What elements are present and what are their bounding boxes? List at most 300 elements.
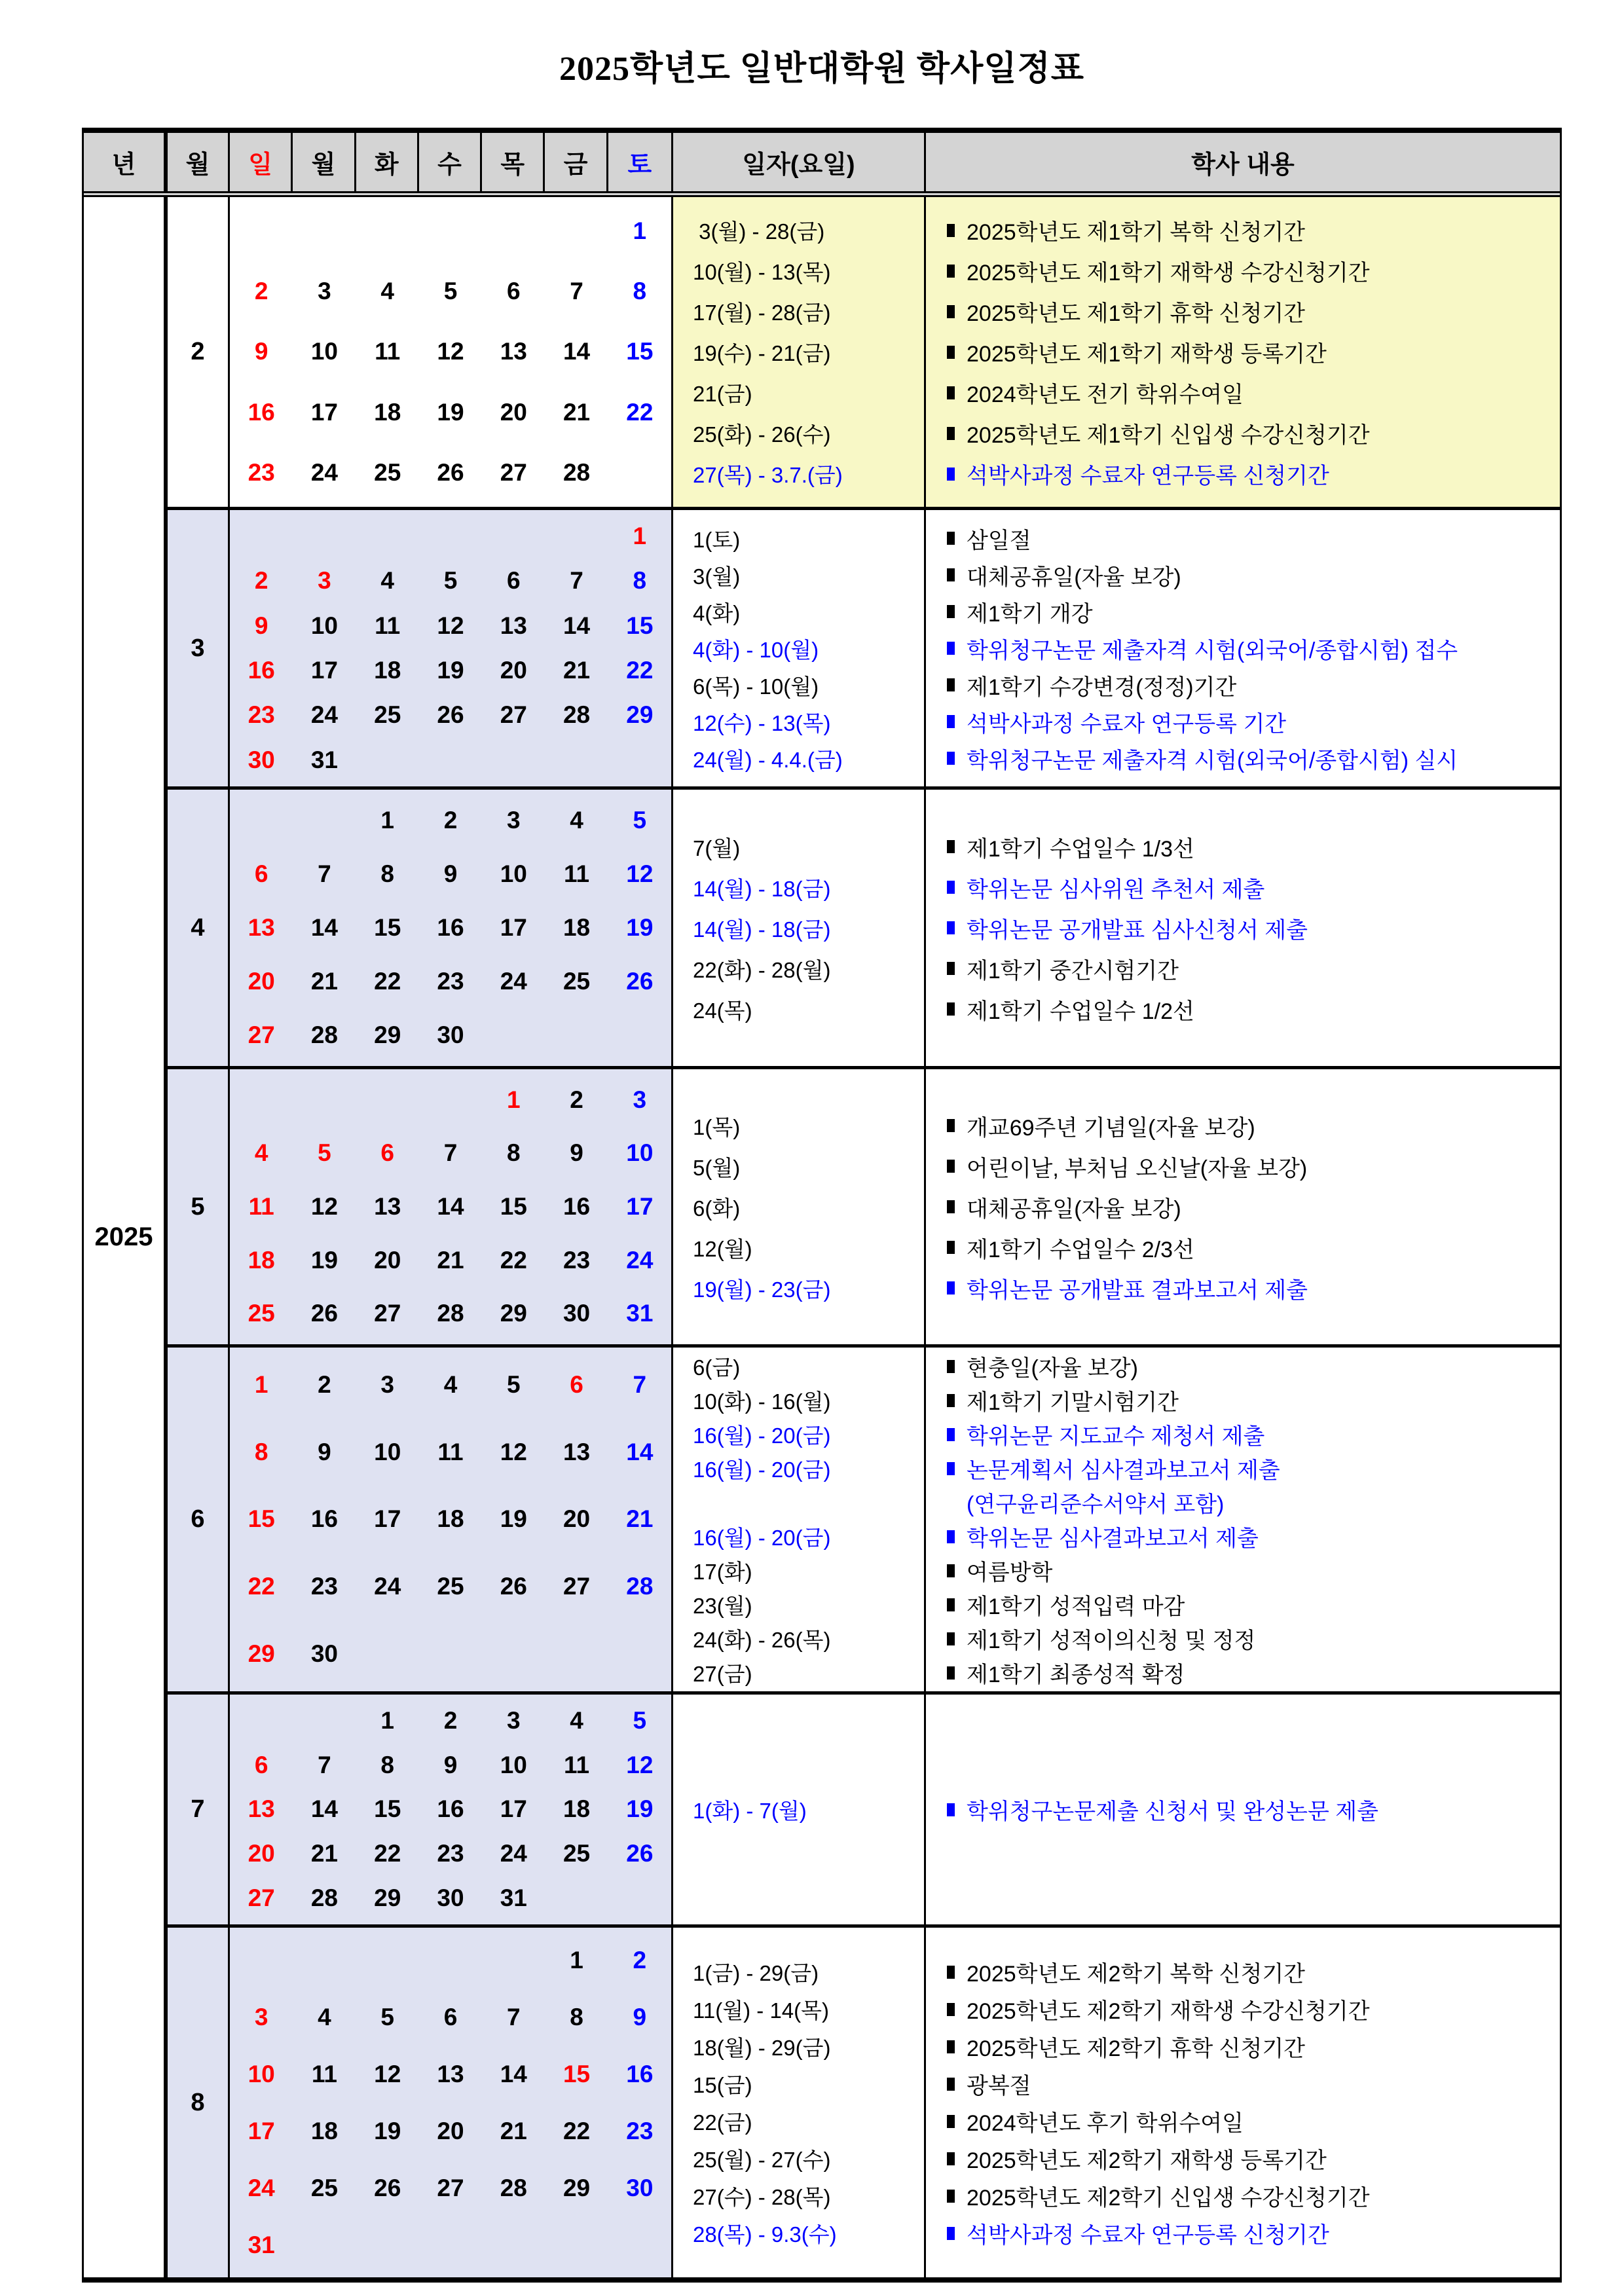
calendar-day: 23 [626,2117,654,2144]
event-item [947,1105,1560,1146]
bullet-icon [947,2227,955,2240]
bullet-icon [947,1394,955,1407]
event-text: 대체공휴일(자율 보강) [967,564,1181,590]
event-text: 제1학기 중간시험기간 [967,958,1179,983]
calendar-day: 12 [500,1438,527,1465]
calendar-day [608,1876,671,1920]
event-item [947,373,1560,413]
bullet-icon [947,2003,955,2016]
date-range: 6(금) [693,1355,741,1380]
calendar-day: 17 [248,2117,275,2144]
event-item [947,2065,1560,2102]
date-range: 6(목) - 10(월) [693,674,819,699]
calendar-day: 22 [248,1573,275,1600]
bullet-icon [947,715,955,728]
calendar-day: 3 [506,1706,521,1734]
calendar-day: 5 [443,278,458,305]
date-range: 24(화) - 26(목) [693,1628,831,1652]
event-item [947,1588,1560,1622]
calendar-day: 27 [248,1884,275,1912]
calendar-day: 16 [626,2060,654,2087]
calendar-day: 3 [506,807,521,834]
event-item [947,557,1560,593]
calendar-day: 20 [248,1840,275,1867]
calendar-day [356,1073,419,1127]
calendar-day: 26 [310,1300,338,1327]
calendar-day: 26 [626,1840,654,1867]
calendar-day: 22 [563,2117,591,2144]
calendar-day: 9 [633,2003,647,2030]
date-range: 24(월) - 4.4.(금) [693,747,843,772]
calendar-day: 31 [310,746,338,773]
calendar-day: 23 [248,701,275,729]
calendar-day: 14 [310,914,338,941]
event-text: 학위청구논문제출 신청서 및 완성논문 제출 [967,1799,1378,1824]
bullet-icon [947,1119,955,1132]
calendar-day: 18 [437,1505,464,1533]
date-range: 27(목) - 3.7.(금) [693,463,843,487]
calendar-day: 24 [626,1246,654,1274]
calendar-day: 31 [500,1884,527,1912]
mini-calendar [230,197,673,507]
calendar-day: 19 [500,1505,527,1533]
calendar-day: 20 [437,2117,464,2144]
calendar-day [356,1932,419,1989]
calendar-day: 25 [310,2174,338,2201]
calendar-day: 1 [380,807,394,834]
calendar-day: 2 [318,1371,331,1399]
calendar-day: 1 [570,1946,583,1974]
calendar-day: 12 [626,860,654,887]
calendar-day [545,1876,608,1920]
calendar-day: 3 [380,1371,394,1399]
event-item [947,1227,1560,1268]
calendar-day: 27 [374,1300,401,1327]
calendar-day: 11 [564,860,590,887]
event-item [947,1486,1560,1520]
event-item [947,1452,1560,1486]
event-item [947,1953,1560,1991]
calendar-day: 7 [443,1139,458,1167]
calendar-day [230,1073,293,1127]
calendar-day: 28 [563,458,591,486]
event-text: 석박사과정 수료자 연구등록 기간 [967,711,1287,737]
calendar-day: 24 [500,968,527,995]
calendar-day: 5 [506,1371,521,1399]
bullet-icon [947,2115,955,2128]
calendar-day: 14 [310,1795,338,1823]
calendar-day: 19 [626,1795,654,1823]
calendar-day: 21 [500,2117,527,2144]
calendar-day: 27 [500,701,527,729]
month-rows-container [168,197,1560,2277]
calendar-day: 9 [318,1438,331,1465]
calendar-day: 9 [254,612,268,639]
event-item [947,908,1560,948]
calendar-day: 3 [318,278,331,305]
calendar-day: 9 [570,1139,583,1167]
bullet-icon [947,1428,955,1441]
mini-calendar [230,790,673,1066]
bullet-icon [947,568,955,581]
event-item [947,867,1560,908]
event-text: 여름방학 [967,1560,1053,1585]
calendar-day: 22 [374,1840,401,1867]
event-item [947,1991,1560,2028]
calendar-day: 22 [626,657,654,684]
calendar-day: 27 [500,458,527,486]
calendar-day: 16 [437,914,464,941]
bullet-icon [947,605,955,618]
calendar-day: 28 [310,1884,338,1912]
calendar-day: 29 [248,1640,275,1667]
calendar-day [482,201,545,261]
calendar-day [545,1620,608,1687]
calendar-day: 25 [437,1573,464,1600]
event-text: 제1학기 최종성적 확정 [967,1662,1185,1687]
calendar-day: 30 [563,1300,591,1327]
date-range: 16(월) - 20(금) [693,1458,831,1482]
calendar-day: 16 [248,398,275,426]
event-text: 제1학기 수강변경(정정)기간 [967,674,1237,700]
calendar-day: 8 [254,1438,268,1465]
event-item [947,667,1560,703]
event-item [947,332,1560,373]
calendar-day: 3 [254,2003,268,2030]
calendar-day [293,794,356,847]
calendar-day: 10 [248,2060,275,2087]
event-text: 제1학기 수업일수 1/2선 [967,999,1194,1024]
table-body [84,197,1560,2277]
calendar-day [608,443,671,503]
date-range: 16(월) - 20(금) [693,1526,831,1550]
event-item [947,1146,1560,1186]
date-range: 3(월) - 28(금) [693,219,825,244]
calendar-day: 11 [375,338,401,365]
month-number-cell: 6 [168,1348,230,1691]
calendar-day: 6 [570,1371,583,1399]
bullet-icon [947,1803,955,1816]
month-row-5 [168,1069,1560,1348]
calendar-day: 21 [563,657,591,684]
mini-calendar [230,1348,673,1691]
month-number-cell: 2 [168,197,230,507]
calendar-day [293,1073,356,1127]
calendar-day [608,1008,671,1062]
calendar-day: 1 [633,523,647,550]
calendar-day: 22 [626,398,654,426]
event-item [947,740,1560,777]
event-text: 어린이날, 부처님 오신날(자율 보강) [967,1156,1308,1181]
calendar-day: 5 [380,2003,394,2030]
dates-column [673,197,926,507]
calendar-day: 12 [626,1751,654,1778]
calendar-day: 19 [626,914,654,941]
event-text: 광복절 [967,2074,1031,2099]
calendar-day: 26 [374,2174,401,2201]
calendar-day: 8 [506,1139,521,1167]
mini-calendar [230,1695,673,1924]
bullet-icon [947,840,955,853]
calendar-day [419,1620,482,1687]
calendar-day [419,2216,482,2273]
date-range: 12(수) - 13(목) [693,710,831,735]
date-range: 7(월) [693,835,741,860]
calendar-day: 11 [564,1751,590,1778]
date-range: 23(월) [693,1594,752,1618]
event-text: 삼일절 [967,528,1031,553]
event-text: 2025학년도 제1학기 복학 신청기간 [967,220,1306,245]
calendar-day: 30 [437,1021,464,1048]
calendar-day: 19 [437,657,464,684]
calendar-day: 24 [310,458,338,486]
event-item [947,826,1560,867]
calendar-day: 21 [563,398,591,426]
event-text: (연구윤리준수서약서 포함) [967,1492,1225,1517]
header-day-thu: 목 [482,133,545,191]
mini-calendar [230,1069,673,1344]
event-item [947,454,1560,494]
calendar-day: 16 [563,1192,591,1220]
calendar-day: 17 [500,914,527,941]
event-item [947,251,1560,291]
date-range: 22(화) - 28(월) [693,957,831,982]
calendar-day: 24 [374,1573,401,1600]
calendar-day: 26 [437,701,464,729]
calendar-day: 11 [311,2060,337,2087]
calendar-day: 19 [310,1246,338,1274]
calendar-day: 2 [633,1946,647,1974]
event-item [947,1622,1560,1656]
date-range: 17(월) - 28(금) [693,301,831,325]
calendar-day: 7 [318,860,331,887]
event-text: 2025학년도 제2학기 재학생 등록기간 [967,2148,1327,2173]
calendar-day: 2 [570,1086,583,1113]
events-column [926,197,1560,507]
calendar-day: 1 [506,1086,521,1113]
bullet-icon [947,468,955,481]
calendar-day: 5 [633,807,647,834]
dates-column [673,1695,926,1924]
calendar-day [230,794,293,847]
calendar-day [230,514,293,559]
calendar-day [293,514,356,559]
calendar-day: 18 [563,1795,591,1823]
event-text: 2025학년도 제1학기 재학생 수강신청기간 [967,261,1370,285]
calendar-day [545,514,608,559]
calendar-day [356,2216,419,2273]
event-text: 학위논문 공개발표 결과보고서 제출 [967,1277,1308,1303]
calendar-day: 17 [500,1795,527,1823]
event-item [947,1268,1560,1308]
month-number-cell: 5 [168,1069,230,1344]
event-text: 제1학기 성적입력 마감 [967,1594,1185,1619]
calendar-day: 8 [633,567,647,595]
calendar-day: 20 [500,657,527,684]
table-header-row [84,133,1560,197]
year-cell [84,197,168,2277]
bullet-icon [947,1360,955,1373]
calendar-day: 18 [248,1246,275,1274]
calendar-day: 11 [437,1438,464,1465]
calendar-day: 15 [248,1505,275,1533]
calendar-day: 8 [380,860,394,887]
header-day-mon: 월 [293,133,356,191]
event-item [947,593,1560,630]
calendar-day: 13 [563,1438,591,1465]
event-item [947,210,1560,251]
calendar-day [356,738,419,782]
event-text: 제1학기 개강 [967,601,1093,627]
calendar-day: 15 [500,1192,527,1220]
mini-calendar [230,1928,673,2277]
event-text: 2024학년도 전기 학위수여일 [967,382,1244,407]
calendar-day: 7 [570,278,583,305]
event-text: 대체공휴일(자율 보강) [967,1196,1181,1222]
calendar-day: 9 [443,860,458,887]
date-range: 4(화) - 10(월) [693,637,819,662]
dates-column [673,1348,926,1691]
event-item [947,1384,1560,1418]
calendar-day [293,2216,356,2273]
event-item [947,703,1560,740]
calendar-day: 12 [437,338,464,365]
calendar-day: 15 [626,338,654,365]
calendar-day: 1 [633,217,647,245]
calendar-day [545,2216,608,2273]
calendar-day: 11 [375,612,401,639]
event-item [947,520,1560,557]
bullet-icon [947,1666,955,1680]
calendar-day: 15 [374,1795,401,1823]
event-text: 2025학년도 제1학기 휴학 신청기간 [967,301,1306,326]
event-item [947,413,1560,454]
calendar-day: 14 [563,612,591,639]
calendar-day: 6 [506,278,521,305]
academic-calendar-table [82,128,1562,2283]
calendar-day: 4 [443,1371,458,1399]
event-text: 현충일(자율 보강) [967,1356,1138,1381]
event-text: 학위논문 공개발표 심사신청서 제출 [967,917,1308,943]
dates-column [673,510,926,786]
header-day-tue: 화 [356,133,419,191]
event-item [947,2028,1560,2065]
header-month: 월 [168,133,230,191]
calendar-day [482,738,545,782]
date-range: 10(화) - 16(월) [693,1389,831,1414]
calendar-day: 3 [633,1086,647,1113]
calendar-day: 30 [248,746,275,773]
event-text: 학위청구논문 제출자격 시험(외국어/종합시험) 접수 [967,638,1458,663]
calendar-day: 6 [380,1139,394,1167]
calendar-day: 12 [437,612,464,639]
calendar-day: 10 [310,338,338,365]
event-item [947,2102,1560,2140]
calendar-day: 31 [248,2231,275,2258]
events-column [926,790,1560,1066]
calendar-day: 29 [374,1021,401,1048]
calendar-day: 24 [310,701,338,729]
calendar-day: 23 [437,1840,464,1867]
date-range: 5(월) [693,1155,741,1180]
calendar-day: 25 [374,701,401,729]
calendar-day: 4 [570,807,583,834]
calendar-day: 4 [380,278,394,305]
event-text: 석박사과정 수료자 연구등록 신청기간 [967,2223,1329,2248]
calendar-day: 21 [310,968,338,995]
calendar-day: 21 [310,1840,338,1867]
calendar-day: 6 [254,1751,268,1778]
bullet-icon [947,1200,955,1213]
calendar-day: 18 [310,2117,338,2144]
bullet-icon [947,1002,955,1016]
calendar-day: 15 [374,914,401,941]
calendar-day: 16 [248,657,275,684]
event-item [947,2140,1560,2177]
calendar-day: 7 [633,1371,647,1399]
calendar-day: 3 [318,567,331,595]
page-title: 2025학년도 일반대학원 학사일정표 [559,50,1085,88]
calendar-day: 21 [437,1246,464,1274]
calendar-day: 8 [570,2003,583,2030]
bullet-icon [947,346,955,359]
calendar-day [293,1698,356,1743]
calendar-day: 24 [500,1840,527,1867]
date-range: 18(월) - 29(금) [693,2036,831,2060]
event-text: 학위논문 지도교수 제청서 제출 [967,1424,1265,1449]
calendar-day: 26 [626,968,654,995]
calendar-day: 2 [254,567,268,595]
date-range: 17(화) [693,1560,752,1584]
calendar-day [545,738,608,782]
event-item [947,291,1560,332]
date-range: 11(월) - 14(목) [693,1998,830,2023]
calendar-day: 6 [254,860,268,887]
date-range: 3(월) [693,564,741,589]
calendar-day: 19 [374,2117,401,2144]
event-item [947,2177,1560,2214]
date-range: 21(금) [693,382,752,406]
calendar-day: 2 [254,278,268,305]
events-column [926,510,1560,786]
event-text: 제1학기 수업일수 2/3선 [967,1237,1194,1262]
calendar-day: 27 [563,1573,591,1600]
dates-column [673,1928,926,2277]
calendar-day: 17 [626,1192,654,1220]
calendar-day [482,1620,545,1687]
header-content-col: 학사 내용 [1191,151,1295,179]
calendar-day: 15 [626,612,654,639]
header-day-sat: 토 [627,151,652,179]
calendar-day: 23 [310,1573,338,1600]
calendar-day: 29 [563,2174,591,2201]
bullet-icon [947,1241,955,1254]
date-range: 28(목) - 9.3(수) [693,2222,837,2247]
calendar-day: 7 [318,1751,331,1778]
calendar-day: 7 [570,567,583,595]
calendar-day [545,201,608,261]
bullet-icon [947,1462,955,1475]
date-range: 4(화) [693,600,741,625]
event-item [947,1554,1560,1588]
calendar-day: 28 [500,2174,527,2201]
event-item [947,1349,1560,1384]
bullet-icon [947,265,955,278]
calendar-day [419,1932,482,1989]
calendar-day: 9 [254,338,268,365]
calendar-day: 27 [248,1021,275,1048]
month-row-6 [168,1348,1560,1695]
